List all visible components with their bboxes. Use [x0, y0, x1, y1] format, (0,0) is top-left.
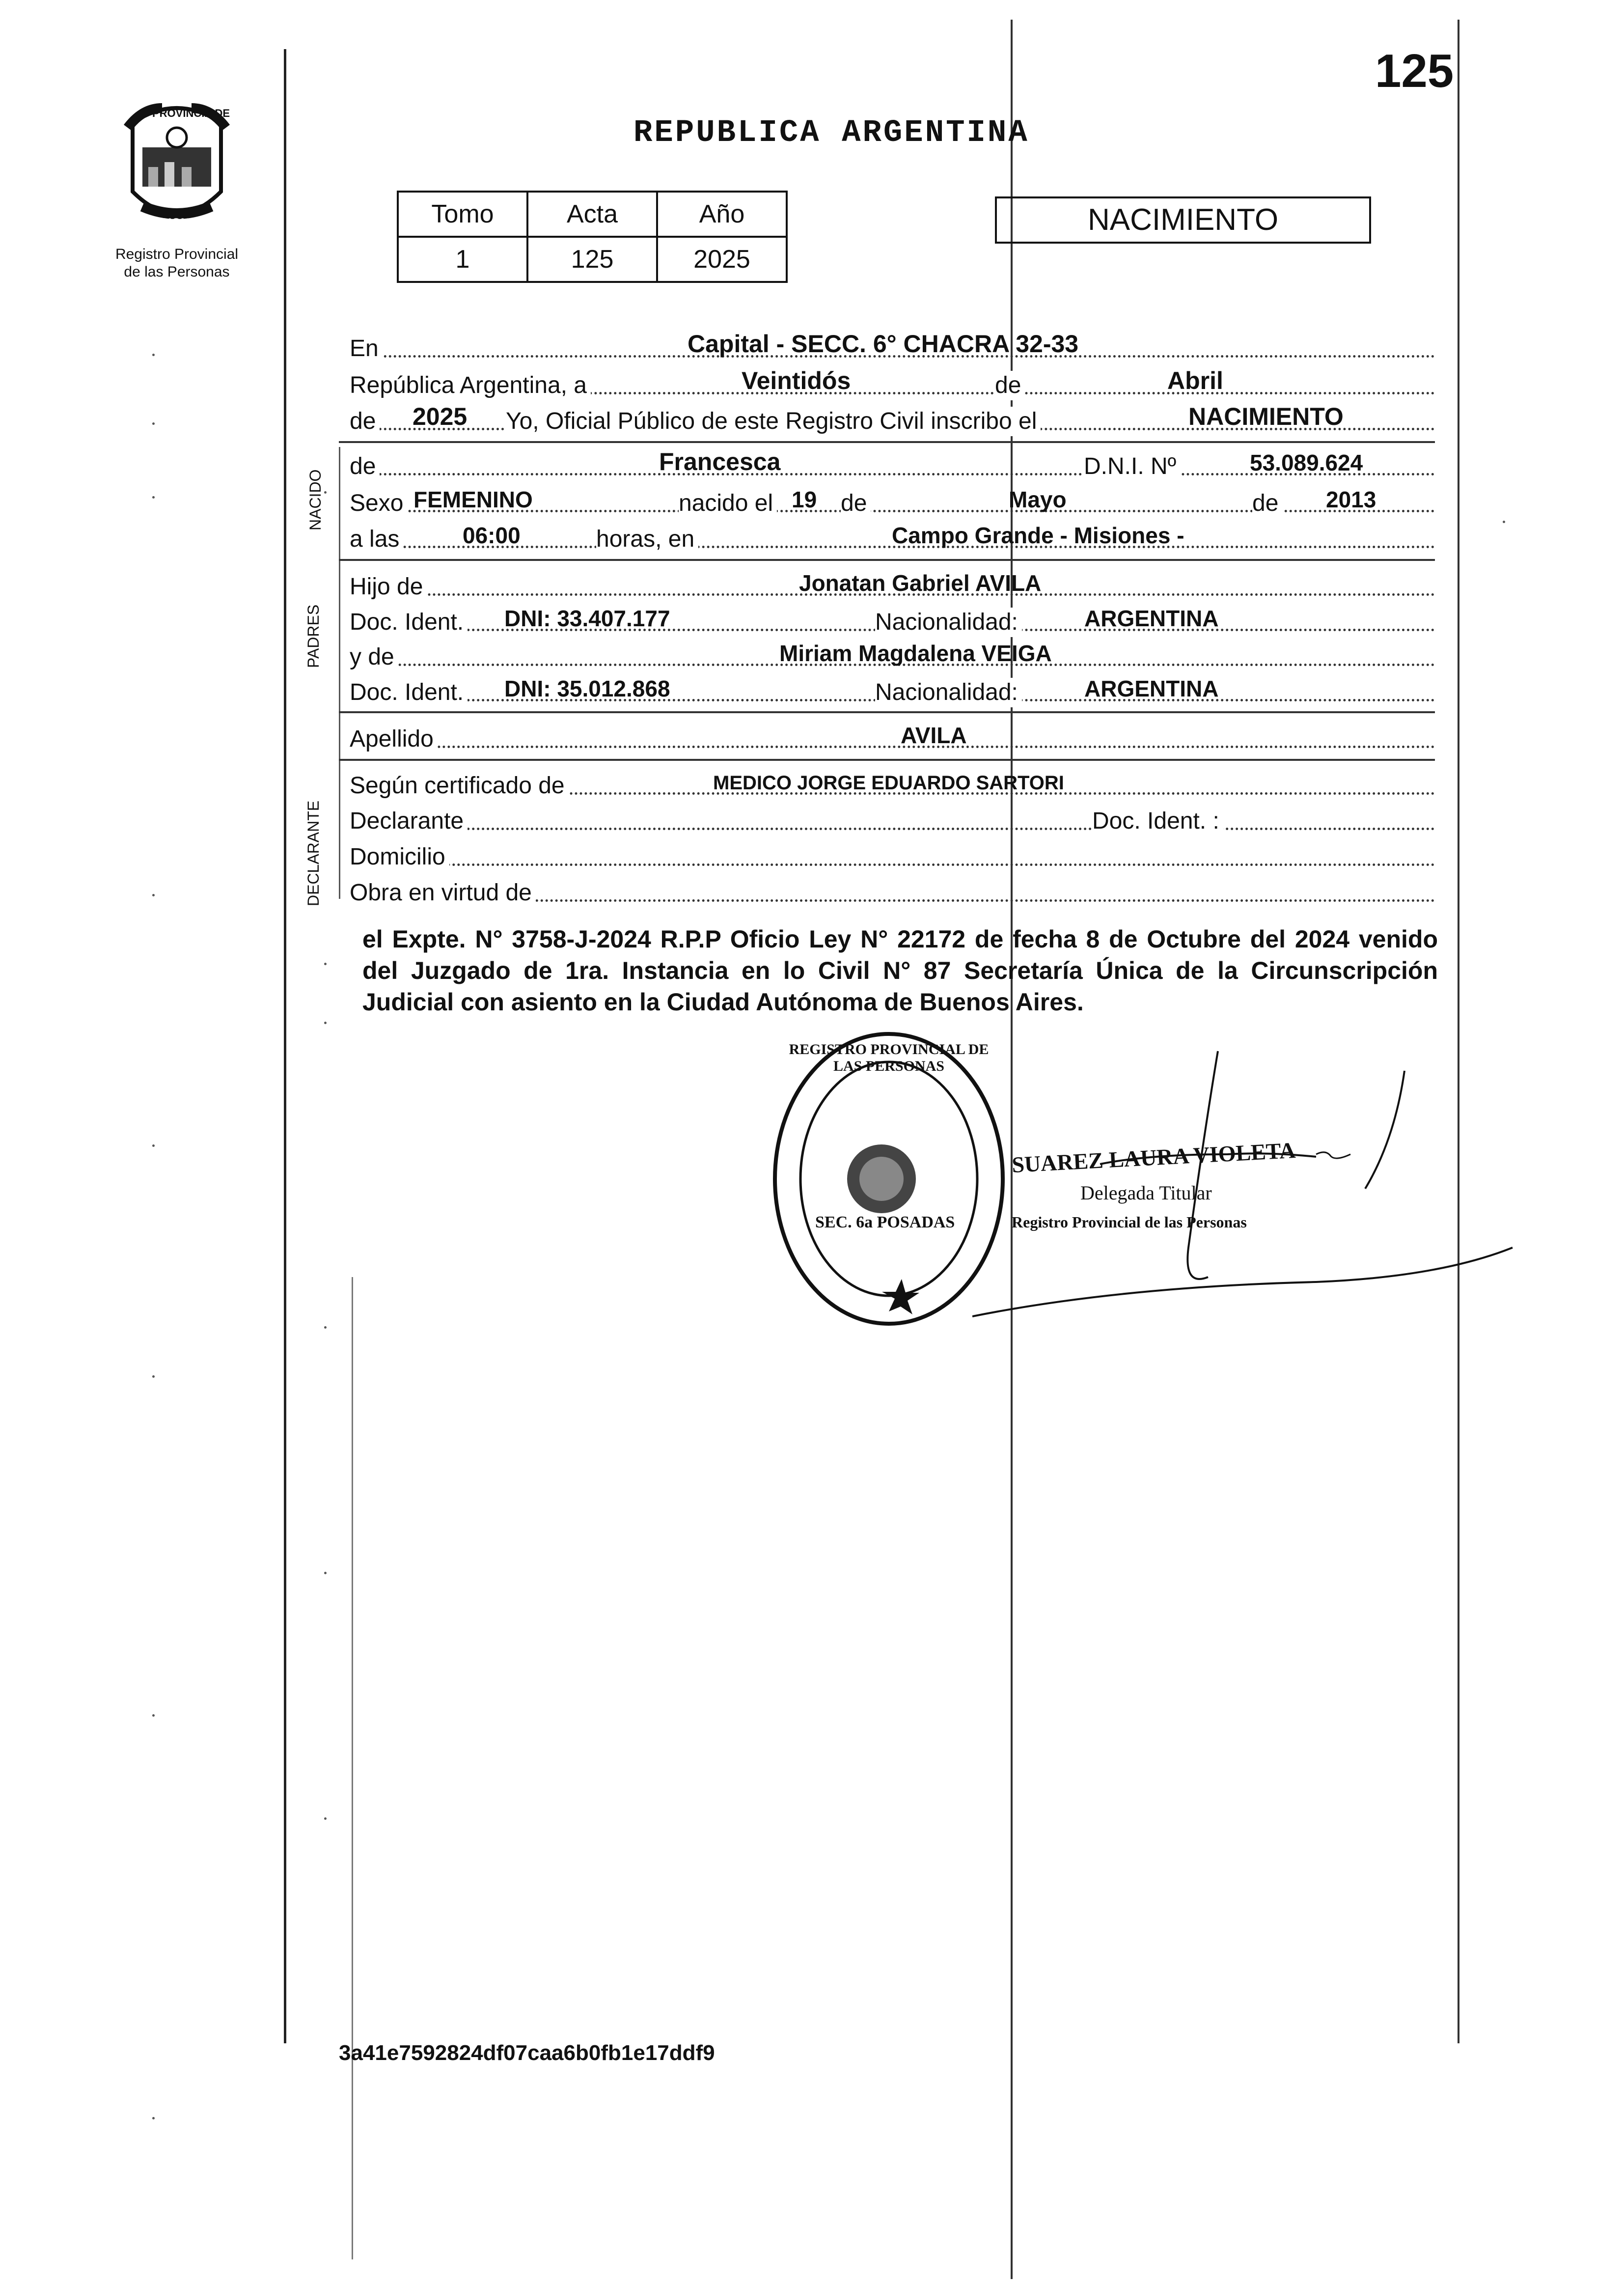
row-mother [350, 642, 1435, 672]
value-name: Francesca [659, 448, 781, 475]
divider-3 [339, 711, 1435, 713]
value-anio: 2025 [657, 237, 787, 282]
row-domicile [350, 842, 1435, 872]
seal-inner-text: SEC. 6a POSADAS [815, 1213, 955, 1231]
label-mother-doc: Doc. Ident. [350, 678, 468, 707]
row-year [350, 403, 1435, 436]
value-mother-nationality: ARGENTINA [1084, 676, 1219, 701]
label-hours: horas, en [596, 525, 698, 554]
row-date [350, 367, 1435, 400]
record-table-values [398, 237, 787, 282]
handwritten-signature [972, 1041, 1522, 1336]
logo-caption-line1: Registro Provincial [115, 246, 239, 262]
value-mother-name: Miriam Magdalena VEIGA [779, 640, 1052, 666]
header-acta: Acta [527, 192, 657, 237]
left-margin-line [284, 49, 286, 2043]
logo-text-top: PROVINCIA DE [152, 107, 230, 119]
header-anio: Año [657, 192, 787, 237]
label-surname: Apellido [350, 724, 438, 754]
row-by-virtue [350, 878, 1435, 908]
value-surname: AVILA [901, 723, 967, 748]
label-declarant: Declarante [350, 807, 468, 836]
row-surname [350, 724, 1435, 754]
officer-text: Yo, Oficial Público de este Registro Civil inscribo el [506, 407, 1041, 436]
label-sex: Sexo [350, 489, 407, 518]
value-inscription-type: NACIMIENTO [1188, 403, 1344, 430]
row-sex [350, 489, 1435, 518]
record-table [397, 191, 788, 283]
divider-4 [339, 759, 1435, 761]
observations-text: el Expte. N° 3758-J-2024 R.P.P Oficio Ley N° 22172 de fecha 8 de Octubre del 2024 venido del Juzgado de 1ra. Instancia en lo Civil N° 87 Secretaría Única de la Circunscripción Judicial con asiento en la Ciudad Autónoma de Buenos Aires. [362, 925, 1438, 1016]
row-time [350, 525, 1435, 554]
value-mother-doc: DNI: 35.012.868 [504, 676, 670, 701]
label-de-year: de [350, 407, 380, 436]
value-place: Capital - SECC. 6° CHACRA 32-33 [688, 330, 1079, 358]
value-birth-year: 2013 [1326, 487, 1376, 512]
label-de-name: de [350, 452, 380, 481]
value-birth-day: 19 [792, 487, 817, 512]
header-tomo: Tomo [398, 192, 527, 237]
signer-role: Delegada Titular [1080, 1182, 1212, 1204]
label-father-doc: Doc. Ident. [350, 608, 468, 637]
value-birth-month: Mayo [1009, 487, 1067, 512]
form-left-border [339, 447, 340, 899]
right-margin-line [1458, 20, 1459, 2043]
value-tomo: 1 [398, 237, 527, 282]
perforation-line [352, 1277, 353, 2259]
label-mother-nationality: Nacionalidad: [875, 678, 1022, 707]
row-place [350, 330, 1435, 363]
divider-2 [339, 559, 1435, 561]
value-day: Veintidós [742, 367, 851, 394]
label-de-month: de [995, 371, 1025, 400]
label-en: En [350, 334, 383, 363]
label-mother: y de [350, 642, 398, 672]
country-title: REPUBLICA ARGENTINA [633, 115, 1029, 151]
value-father-doc: DNI: 33.407.177 [504, 606, 670, 631]
label-domicile: Domicilio [350, 842, 449, 872]
row-father [350, 572, 1435, 602]
label-declarant-doc: Doc. Ident. : [1092, 807, 1223, 836]
logo-caption [83, 246, 270, 281]
logo-text-bottom: MISIONES [147, 216, 205, 229]
value-acta: 125 [527, 237, 657, 282]
label-republic: República Argentina, a [350, 371, 591, 400]
label-by-virtue: Obra en virtud de [350, 878, 536, 908]
logo-caption-line2: de las Personas [124, 264, 230, 280]
label-father-nationality: Nacionalidad: [875, 608, 1022, 637]
label-father: Hijo de [350, 572, 427, 602]
seal-ring-text: REGISTRO PROVINCIAL DE LAS PERSONAS [789, 1041, 989, 1074]
value-birth-place: Campo Grande - Misiones - [892, 523, 1184, 548]
label-time: a las [350, 525, 403, 554]
signer-office: Registro Provincial de las Personas [1012, 1213, 1247, 1231]
row-father-doc [350, 608, 1435, 637]
side-label-born: NACIDO [306, 469, 324, 530]
side-label-parents: PADRES [304, 604, 322, 668]
document-hash: 3a41e7592824df07caa6b0fb1e17ddf9 [339, 2041, 715, 2065]
value-dni: 53.089.624 [1250, 450, 1363, 475]
record-table-header [398, 192, 787, 237]
value-sex: FEMENINO [413, 487, 533, 512]
value-certificate: MEDICO JORGE EDUARDO SARTORI [713, 772, 1064, 794]
signer-name: SUAREZ LAURA VIOLETA [1011, 1137, 1296, 1178]
value-father-nationality: ARGENTINA [1084, 606, 1219, 631]
value-month: Abril [1167, 367, 1223, 394]
page-number: 125 [1375, 45, 1454, 97]
row-name [350, 448, 1435, 481]
value-father-name: Jonatan Gabriel AVILA [799, 570, 1042, 596]
row-declarant [350, 807, 1435, 836]
label-dni: D.N.I. Nº [1084, 452, 1180, 481]
label-born: nacido el [679, 489, 777, 518]
side-label-declarant: DECLARANTE [304, 800, 322, 906]
label-birth-de: de [841, 489, 871, 518]
value-year: 2025 [413, 403, 468, 430]
label-certificate: Según certificado de [350, 771, 569, 801]
value-birth-time: 06:00 [463, 523, 521, 548]
record-type-box: NACIMIENTO [995, 196, 1371, 244]
divider-1 [339, 441, 1435, 443]
row-certificate [350, 771, 1435, 801]
label-birth-de2: de [1252, 489, 1282, 518]
row-mother-doc [350, 678, 1435, 707]
